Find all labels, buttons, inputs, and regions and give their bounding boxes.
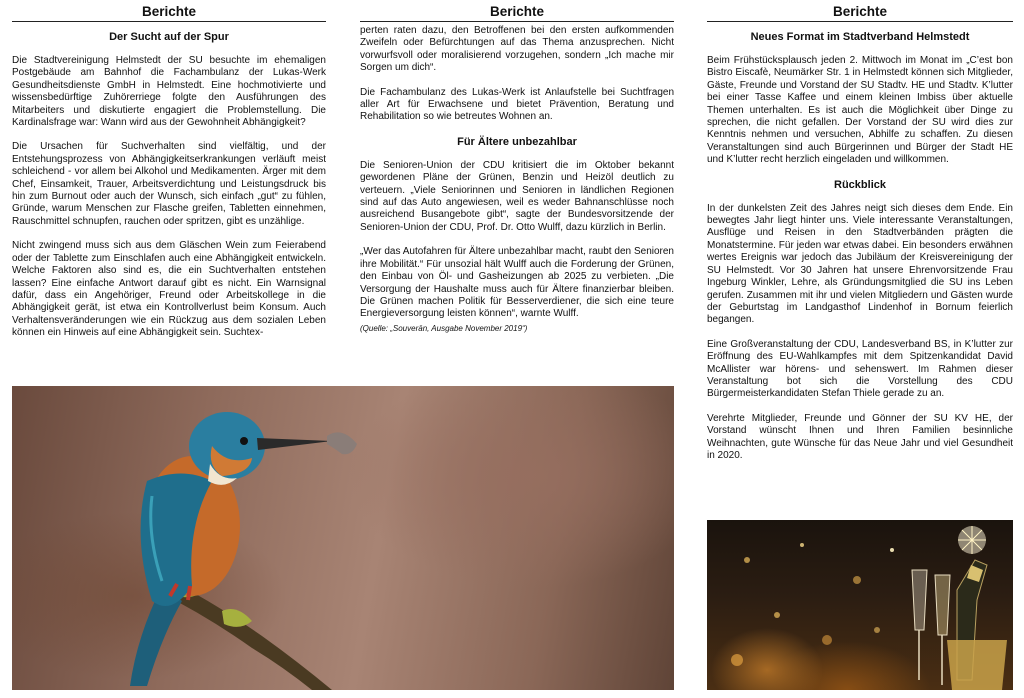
champagne-photo [707, 520, 1013, 690]
article-paragraph: Die Ursachen für Suchverhalten sind vielfältig, und der Entstehungsprozess von Abhängigkeitserkrankungen verläuft meist schleichend - vor allem bei Alkohol und Medikamenten. Ärger mit dem Chef, Einsamkeit, Trauer, Arbeitsverdichtung und Leistungsdruck bis hin zum Burnout oder auch der Wunsch, sich einfach „gut“ zu fühlen, Gründe, warum Menschen zur Flasche greifen, Tabletten einnehmen, Rauschmittel schnupfen, rauchen oder spritzen, gibt es unzählige. [12, 141, 326, 227]
article-paragraph: „Wer das Autofahren für Ältere unbezahlbar macht, raubt den Senioren ihre Mobilität.“ Für unsozial hält Wulff auch die Forderung der Grünen, den Einbau von Öl- und Gasheizungen ab 2025 zu verbieten. „Die Versorgung der Haushalte muss auch für Ältere finanzierbar bleiben. Die Grünen machen Politik für Besserverdiener, die sich eine teure Energieversorgung leisten können“, warnte Wulff. [360, 246, 674, 320]
article-paragraph: In der dunkelsten Zeit des Jahres neigt sich dieses dem Ende. Ein bewegtes Jahr liegt hinter uns. Viele interessante Veranstaltungen, Ausflüge und Reisen in den Stadtverbänden prägten die Monatstermine. Für jeden war etwas dabei. Ein besonders erwähnen wertes Ereignis war jedoch das Jubiläum der Kreisvereinigung der SU Helmstedt. Vor 30 Jahren hat unsere Ehrenvorsitzende Frau Ingeburg Winkler, Lehre, als Gründungsmitglied die SU ins Leben gerufen. Zusammen mit ihr und vielen Mitgliedern und Gästen wurde der Geburtstag im Landgasthof Lindenhof in Bornum feierlich begangen. [707, 202, 1013, 326]
column-2 [360, 0, 674, 347]
article-paragraph: Beim Frühstücksplausch jeden 2. Mittwoch im Monat im „C’est bon Bistro Eiscafè, Neumärker Str. 1 in Helmstedt können sich Mitglieder, Gäste, Freunde und Vorstand der SU Stadtv. HE und Stadtv. K’lutter bei einer Tasse Kaffee und einem kleinen Imbiss über aktuelle Themen unterhalten. Es ist auch die Möglichkeit über Dinge zu sprechen, die nicht gefallen. Der Vorstand der SU wird dies zur Kenntnis nehmen und versuchen, Abhilfe zu schaffen. Zu diesen Veranstaltungen sind auch Bürgerinnen und Bürger der Stadt HE und K’lutter recht herzlich eingeladen und willkommen. [707, 55, 1013, 166]
kingfisher-photo [12, 386, 674, 690]
column-3 [707, 0, 1013, 474]
column-heading: Berichte [707, 0, 1013, 22]
article-title-neues-format: Neues Format im Stadtverband Helmstedt [750, 31, 970, 43]
article-paragraph: Die Senioren-Union der CDU kritisiert die im Oktober bekannt gewordenen Pläne der Grünen, Benzin und Heizöl deutlich zu verteuern. „Viele Seniorinnen und Senioren in ländlichen Regionen sind auf das Auto angewiesen, weil es weder Bahnanschlüsse noch ausreichend Busangebote gibt“, sagte der Bundesvorsitzende der Senioren-Union der CDU, Prof. Dr. Otto Wulff, dazu kürzlich in Berlin. [360, 159, 674, 233]
article-title-rueckblick: Rückblick [834, 178, 886, 191]
article-paragraph: Die Stadtvereinigung Helmstedt der SU besuchte im ehemaligen Postgebäude am Bahnhof die Fachambulanz der Lukas-Werk Gesundheitsdienste GmbH in Helmstedt. Eine hochmotivierte und wissensbedürftige Zuhörerriege folgte den Ausführungen des Mitarbeiters und diskutierte engagiert die Problemstellung. Die Kardinalsfrage war: Wann wird aus der Gewohnheit Abhängigkeit? [12, 55, 326, 129]
article-paragraph: Eine Großveranstaltung der CDU, Landesverband BS, in K’lutter zur Eröffnung des EU-Wahlkampfes mit dem Spitzenkandidat David McAllister war hörens- und sehenswert. Im Rahmen dieser Veranstaltung bot sich die Vorstellung des CDU Bürgermeisterkandidaten Stefan Thiele gerade zu an. [707, 338, 1013, 400]
column-heading: Berichte [12, 0, 326, 22]
article-title-aeltere: Für Ältere unbezahlbar [457, 135, 577, 148]
champagne-illustration [707, 520, 1013, 690]
article-paragraph: perten raten dazu, den Betroffenen bei den ersten aufkommenden Zweifeln oder Befürchtungen auf das Thema anzusprechen. Nicht vorwurfsvoll oder moralisierend vorzugehen, sondern „Ich mache mir Sorgen um dich“. [360, 25, 674, 74]
column-1 [12, 0, 326, 352]
article-title-sucht: Der Sucht auf der Spur [109, 31, 229, 43]
article-paragraph: Verehrte Mitglieder, Freunde und Gönner der SU KV HE, der Vorstand wünscht Ihnen und Ihren Familien besinnliche Weihnachten, gute Wünsche für das Neue Jahr und viel Gesundheit in 2020. [707, 412, 1013, 461]
article-paragraph: Nicht zwingend muss sich aus dem Gläschen Wein zum Feierabend oder der Tablette zum Einschlafen auch eine Abhängigkeit entwickeln. Welche Faktoren also sind es, die ein Suchtverhalten entstehen lassen? Eine einfache Antwort darauf gibt es nicht. Ein Warnsignal dafür, dass ein Angehöriger, Freund oder Arbeitskollege in die Abhängigkeit gerät, ist etwa ein Kontrollverlust beim Konsum. Auch Verhaltensveränderungen wie ein Rückzug aus dem sozialen Leben können ein Hinweis auf eine Abhängigkeit sein. Suchtex- [12, 240, 326, 339]
column-heading: Berichte [360, 0, 674, 22]
article-source: (Quelle: „Souverän, Ausgabe November 2019“) [360, 323, 528, 333]
article-paragraph: Die Fachambulanz des Lukas-Werk ist Anlaufstelle bei Suchtfragen aller Art für Erwachsene und bietet Prävention, Beratung und Rehabilitation so wie betreutes Wohnen an. [360, 86, 674, 123]
kingfisher-illustration [12, 386, 674, 690]
